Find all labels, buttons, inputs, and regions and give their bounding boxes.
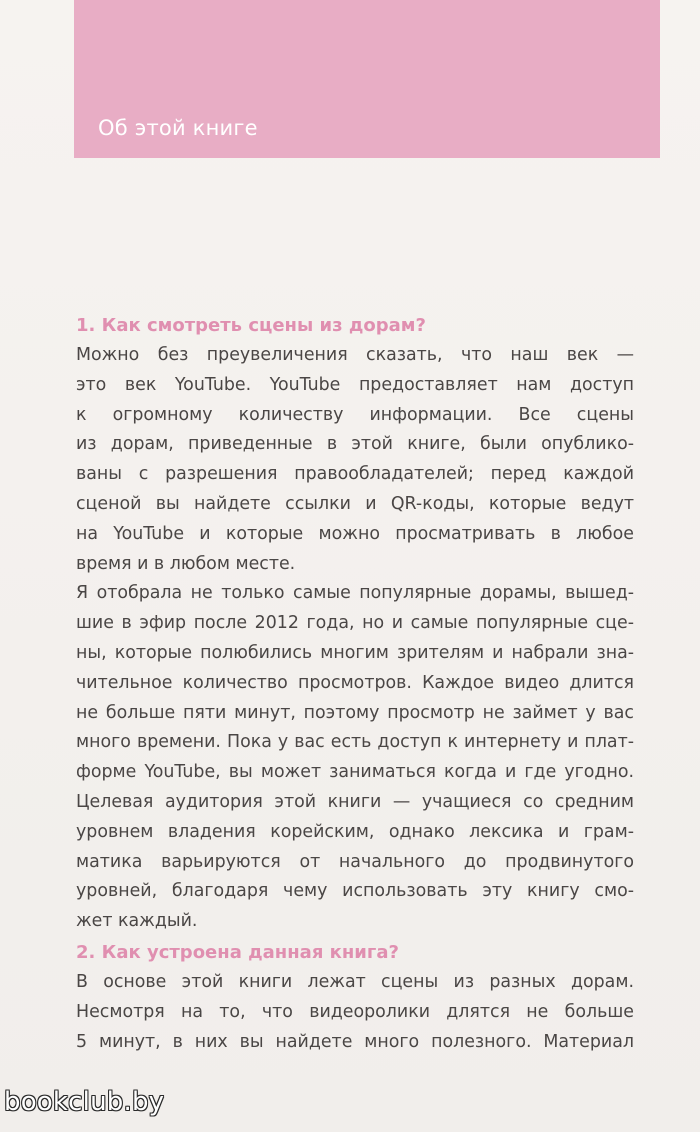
paragraph [76,968,634,1057]
text-line: время и в любом месте. [76,553,296,574]
text-line: ны, которые полюбились многим зрителям и набрали зна- [76,642,634,663]
text-line: 5 минут, в них вы найдете много полезного. Материал [76,1031,634,1052]
text-line: много времени. Пока у вас есть доступ к интернету и плат- [76,732,634,753]
paragraph [76,341,634,579]
text-line: Я отобрала не только самые популярные дорамы, вышед- [76,583,634,604]
text-line: к огромному количеству информации. Все сцены [76,404,634,425]
section-heading: 2. Как устроена данная книга? [76,942,399,963]
text-line: жет каждый. [76,911,198,932]
text-line: матика варьируются от начального до продвинутого [76,851,634,872]
text-line: Несмотря на то, что видеоролики длятся не больше [76,1001,634,1022]
text-line: форме YouTube, вы может заниматься когда и где угодно. [76,762,634,783]
text-line: уровнем владения корейским, однако лексика и грам- [76,821,634,842]
text-line: В основе этой книги лежат сцены из разных дорам. [76,972,634,992]
text-line: на YouTube и которые можно просматривать в любое [76,523,634,544]
section-book-structure [76,938,634,1057]
text-line: шие в эфир после 2012 года, но и самые популярные сце- [76,613,634,634]
text-line: не больше пяти минут, поэтому просмотр не займет у вас [76,702,634,723]
page-title: Об этой книге [98,116,258,140]
text-line: чительное количество просмотров. Каждое видео длится [76,672,634,693]
text-line: Можно без преувеличения сказать, что наш век — [76,345,634,365]
text-line: Целевая аудитория этой книги — учащиеся со средним [76,791,634,812]
text-line: сценой вы найдете ссылки и QR-коды, которые ведут [76,493,634,514]
paragraph [76,788,634,937]
paragraph [76,579,634,788]
text-line: уровней, благодаря чему использовать эту книгу смо- [76,881,634,902]
text-line: ваны с разрешения правообладателей; перед каждой [76,464,634,485]
section-heading: 1. Как смотреть сцены из дорам? [76,315,426,336]
text-line: это век YouTube. YouTube предоставляет нам доступ [76,374,634,395]
section-how-to-watch [76,311,634,937]
text-line: из дорам, приведенные в этой книге, были опублико- [76,434,634,455]
watermark-logo: bookclub.by [4,1087,165,1117]
